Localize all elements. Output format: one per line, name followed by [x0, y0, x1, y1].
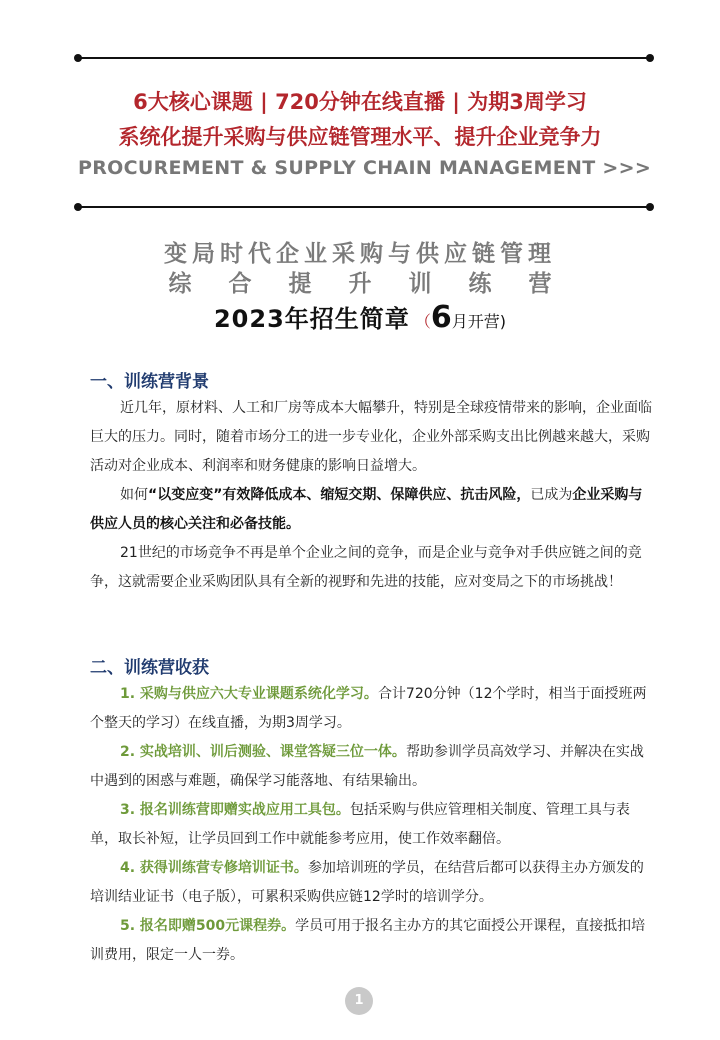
recruit-paren: （	[414, 312, 431, 331]
p2-bold-b: “以变应变”有效降低成本、缩短交期、保障供应、抗击风险，	[148, 487, 531, 503]
section-1-heading: 一、训练营背景	[90, 372, 209, 392]
header-line-1: 6大核心课题 | 720分钟在线直播 | 为期3周学习	[133, 90, 587, 114]
section-2-heading: 二、训练营收获	[90, 658, 209, 678]
page-number-badge: 1	[345, 987, 373, 1015]
gain-item-3	[90, 796, 656, 854]
header-english: PROCUREMENT & SUPPLY CHAIN MANAGEMENT >>>	[78, 157, 652, 179]
gain-item-title: 4. 获得训练营专修培训证书。	[120, 860, 308, 876]
section-1-paragraph-2	[90, 481, 656, 539]
gain-item-2	[90, 738, 656, 796]
top-divider	[78, 57, 650, 59]
p2-bold-d: 企业采购与供应人员的核心关注和必备技能。	[90, 487, 643, 532]
header-line-2: 系统化提升采购与供应链管理水平、提升企业竞争力	[118, 125, 602, 149]
section-2-body	[90, 680, 656, 970]
p2-text-c: 已成为	[530, 487, 573, 503]
p2-text-a: 如何	[120, 487, 148, 503]
gain-item-1	[90, 680, 656, 738]
gain-item-4	[90, 854, 656, 912]
gain-item-text: 帮助参训学员高效学习、并解决在实战中遇到的困惑与难题，确保学习能落地、有结果输出。	[90, 744, 644, 789]
gain-item-text: 包括采购与供应管理相关制度、管理工具与表单，取长补短，让学员回到工作中就能参考应用，使工作效率翻倍。	[90, 802, 630, 847]
title-line-1: 变局时代企业采购与供应链管理	[164, 241, 556, 267]
recruit-title	[0, 299, 720, 335]
title-line-2: 综合提升训练营	[168, 271, 589, 297]
gain-item-title: 2. 实战培训、训后测验、课堂答疑三位一体。	[120, 744, 406, 760]
section-1-paragraph-1: 近几年，原材料、人工和厂房等成本大幅攀升，特别是全球疫情带来的影响，企业面临巨大的压力。同时，随着市场分工的进一步专业化，企业外部采购支出比例越来越大，采购活动对企业成本、利润率和财务健康的影响日益增大。	[90, 400, 652, 474]
bottom-divider	[78, 206, 650, 208]
gain-item-title: 5. 报名即赠500元课程券。	[120, 918, 296, 934]
gain-item-5	[90, 912, 656, 970]
recruit-main: 2023年招生简章	[213, 305, 410, 333]
gain-item-text: 参加培训班的学员，在结营后都可以获得主办方颁发的培训结业证书（电子版），可累积采购供应链12学时的培训学分。	[90, 860, 644, 905]
recruit-month-text: 月开营)	[451, 312, 507, 331]
recruit-month-number: 6	[430, 300, 452, 335]
gain-item-title: 1. 采购与供应六大专业课题系统化学习。	[120, 686, 378, 702]
section-1-paragraph-3: 21世纪的市场竞争不再是单个企业之间的竞争，而是企业与竞争对手供应链之间的竞争，这就需要企业采购团队具有全新的视野和先进的技能，应对变局之下的市场挑战！	[90, 545, 642, 590]
section-1-body	[90, 394, 656, 597]
gain-item-text: 学员可用于报名主办方的其它面授公开课程，直接抵扣培训费用，限定一人一券。	[90, 918, 646, 963]
gain-item-title: 3. 报名训练营即赠实战应用工具包。	[120, 802, 350, 818]
gain-item-text: 合计720分钟（12个学时，相当于面授班两个整天的学习）在线直播，为期3周学习。	[90, 686, 647, 731]
